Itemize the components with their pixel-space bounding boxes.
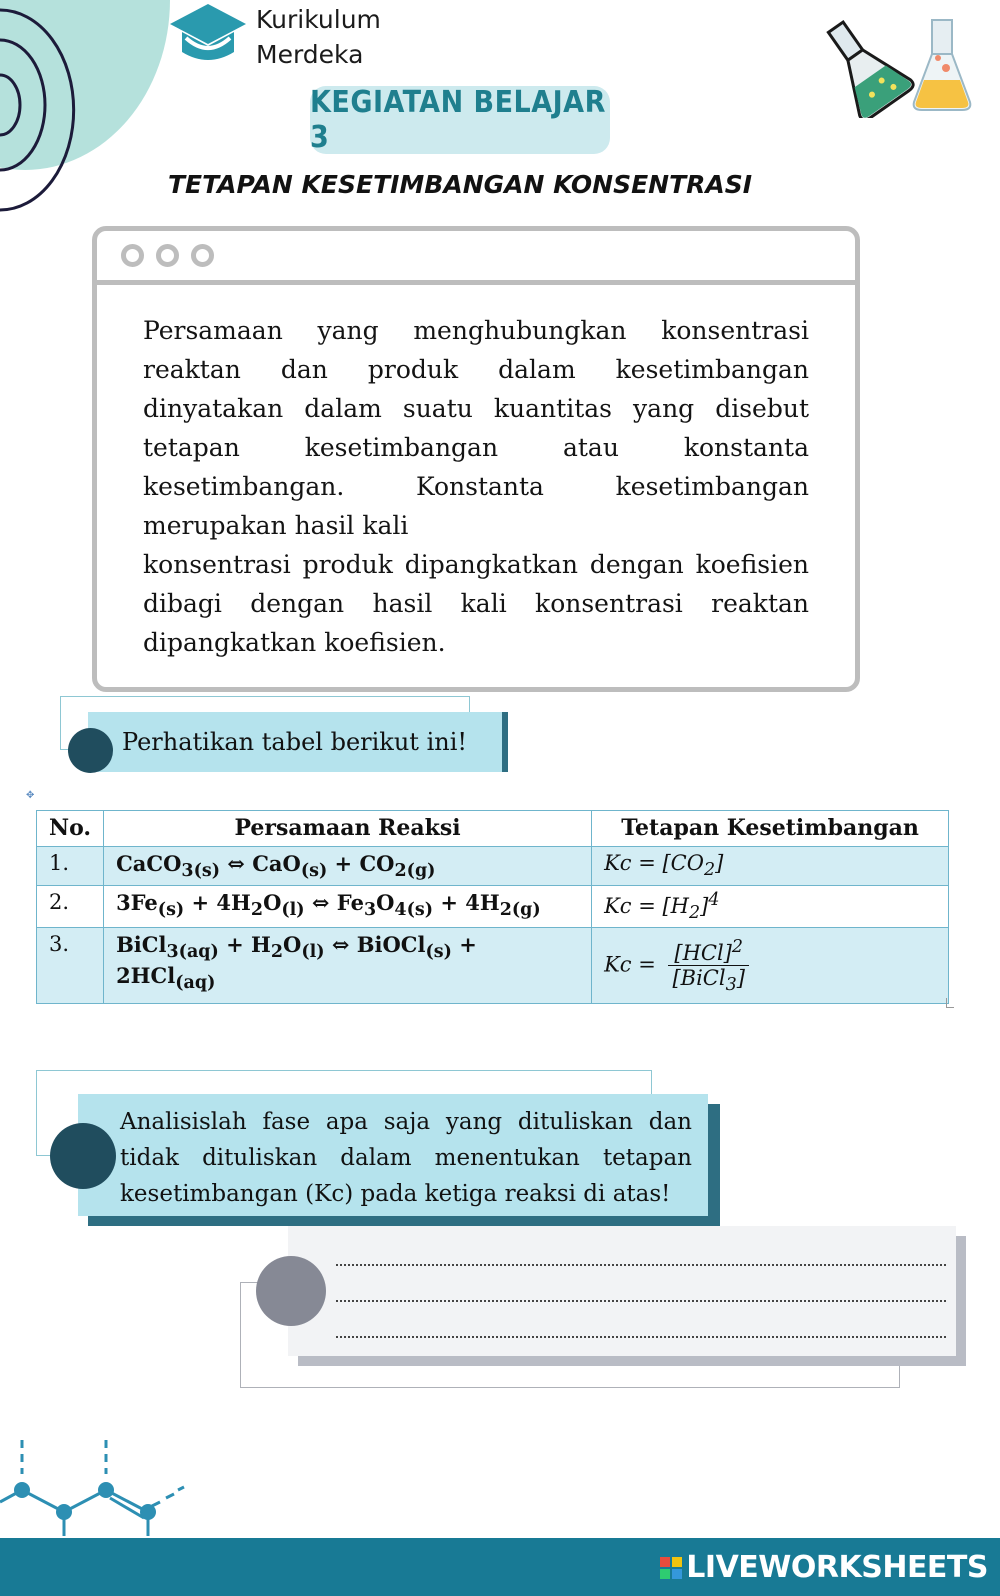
header-reaction: Persamaan Reaksi: [104, 811, 592, 847]
table-row: [37, 928, 949, 1004]
callout-bullet: [50, 1123, 116, 1189]
liveworksheets-icon: [660, 1557, 682, 1579]
answer-line-3[interactable]: [336, 1336, 946, 1338]
table-header-row: [37, 811, 949, 847]
intro-line: dibagi dengan hasil kali konsentrasi reaktan: [143, 589, 809, 618]
row-number: 2.: [37, 886, 104, 928]
kc-label: Kc =: [604, 894, 663, 919]
reaction-equation: $3Fe_{(s)} + 4H_2O_{(l)}$ ⇔ $Fe_3O_{4(s)} + 4H_{2(g)}$: [104, 886, 592, 928]
header-no: No.: [37, 811, 104, 847]
equilibrium-expression: $Kc = [CO_2]$: [592, 847, 949, 886]
answer-line-2[interactable]: [336, 1300, 946, 1302]
equilibrium-expression: $Kc = [H_2]^4$: [592, 886, 949, 928]
kc-label: Kc =: [604, 851, 663, 875]
chemistry-flasks-icon: [820, 14, 990, 118]
intro-line: reaktan dan produk dalam kesetimbangan: [143, 355, 809, 384]
kc-label: Kc =: [604, 952, 663, 977]
window-dot-icon: [156, 244, 179, 267]
reaction-table: [36, 810, 949, 1004]
table-callout: [88, 712, 508, 772]
table-row: [37, 847, 949, 886]
intro-window-box: [92, 226, 860, 692]
intro-line: merupakan hasil kali: [143, 511, 409, 540]
callout-bullet: [68, 728, 113, 773]
intro-paragraph: [143, 311, 809, 662]
intro-line: konsentrasi produk dipangkatkan dengan koefisien: [143, 550, 809, 579]
kurikulum-merdeka-logo: [168, 2, 381, 72]
table-move-handle-icon: ✥: [26, 790, 35, 801]
molecule-decoration-icon: [0, 1440, 190, 1536]
logo-line1: Kurikulum: [256, 5, 381, 34]
answer-box[interactable]: [288, 1226, 956, 1356]
answer-line-1[interactable]: [336, 1264, 946, 1266]
intro-line: tetapan kesetimbangan atau konstanta: [143, 433, 809, 462]
equilibrium-expression: Kc = $\frac{[HCl]^2}{[BiCl_3]}$: [592, 928, 949, 1004]
intro-line: kesetimbangan. Konstanta kesetimbangan: [143, 472, 809, 501]
table-row: [37, 886, 949, 928]
window-dot-icon: [191, 244, 214, 267]
page-title-pill: [310, 86, 610, 154]
reaction-equation: CaCO$_{3(s)}$ ⇔ $CaO_{(s)} + CO_{2(g)}$: [104, 847, 592, 886]
table-callout-text: Perhatikan tabel berikut ini!: [122, 728, 468, 756]
footer-bar: [0, 1538, 1000, 1596]
task-line: Analisislah fase apa saja yang dituliskan dan: [120, 1109, 692, 1135]
task-line: kesetimbangan (Kc) pada ketiga reaksi di atas!: [120, 1181, 671, 1207]
header-constant: Tetapan Kesetimbangan: [592, 811, 949, 847]
task-callout: [78, 1094, 708, 1216]
window-dot-icon: [121, 244, 144, 267]
window-title-bar: [97, 231, 855, 285]
footer-brand: LIVEWORKSHEETS: [686, 1550, 988, 1585]
page-title: KEGIATAN BELAJAR 3: [310, 85, 606, 155]
liveworksheets-logo[interactable]: [660, 1550, 988, 1585]
intro-line: Persamaan yang menghubungkan konsentrasi: [143, 316, 809, 345]
answer-bullet: [256, 1256, 326, 1326]
table-corner-mark: [946, 998, 954, 1008]
task-line: tidak dituliskan dalam menentukan tetapan: [120, 1145, 692, 1171]
page-subtitle: TETAPAN KESETIMBANGAN KONSENTRASI: [167, 170, 753, 199]
reaction-equation: BiCl$_{3(aq)}$ + $H_2O_{(l)}$ ⇔ BiOCl$_{(s)}$ + 2HCl$_{(aq)}$: [104, 928, 592, 1004]
row-number: 3.: [37, 928, 104, 1004]
row-number: 1.: [37, 847, 104, 886]
intro-line: dinyatakan dalam suatu kuantitas yang disebut: [143, 394, 809, 423]
logo-line2: Merdeka: [256, 40, 364, 69]
intro-line: dipangkatkan koefisien.: [143, 628, 446, 657]
graduation-cap-icon: [168, 2, 248, 68]
